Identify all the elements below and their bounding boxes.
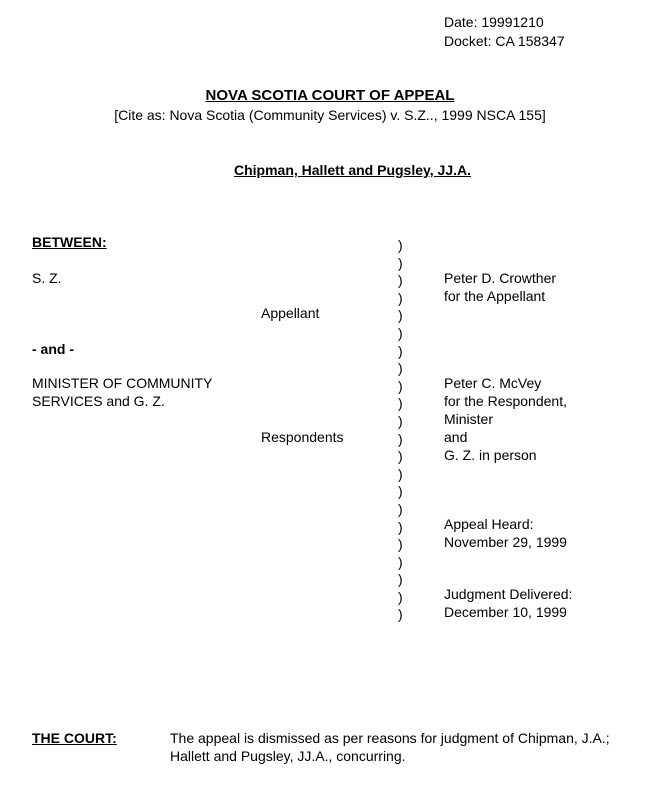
respondent-counsel-and: and bbox=[444, 429, 468, 445]
parenthesis: ) bbox=[398, 500, 403, 517]
parenthesis: ) bbox=[398, 377, 403, 394]
parenthesis-column bbox=[398, 237, 403, 624]
judges: Chipman, Hallett and Pugsley, JJ.A. bbox=[233, 162, 471, 178]
parenthesis: ) bbox=[398, 448, 403, 465]
respondent-line-2: SERVICES and G. Z. bbox=[32, 393, 165, 409]
parenthesis: ) bbox=[398, 606, 403, 623]
court-title: NOVA SCOTIA COURT OF APPEAL bbox=[205, 87, 455, 104]
parenthesis: ) bbox=[398, 307, 403, 324]
respondent-counsel: Peter C. McVey bbox=[444, 375, 542, 391]
parenthesis: ) bbox=[398, 536, 403, 553]
judgment-delivered-date: December 10, 1999 bbox=[444, 604, 567, 620]
parenthesis: ) bbox=[398, 518, 403, 535]
respondent-line-1: MINISTER OF COMMUNITY bbox=[32, 375, 213, 391]
parenthesis: ) bbox=[398, 254, 403, 271]
parenthesis: ) bbox=[398, 588, 403, 605]
parenthesis: ) bbox=[398, 412, 403, 429]
appellant-counsel: Peter D. Crowther bbox=[444, 270, 557, 286]
parenthesis: ) bbox=[398, 483, 403, 500]
between-label: BETWEEN: bbox=[32, 234, 107, 250]
parenthesis: ) bbox=[398, 324, 403, 341]
appellant-role: Appellant bbox=[261, 305, 320, 321]
appellant-counsel-for: for the Appellant bbox=[444, 288, 546, 304]
judgment-delivered-label: Judgment Delivered: bbox=[444, 586, 573, 602]
parenthesis: ) bbox=[398, 360, 403, 377]
respondent-counsel-minister: Minister bbox=[444, 411, 494, 427]
respondent-counsel-for: for the Respondent, bbox=[444, 393, 567, 409]
parenthesis: ) bbox=[398, 465, 403, 482]
respondent-self: G. Z. in person bbox=[444, 447, 537, 463]
date-line: Date: 19991210 bbox=[444, 14, 544, 30]
appellant-name: S. Z. bbox=[32, 270, 62, 286]
the-court-label: THE COURT: bbox=[32, 730, 117, 746]
and-label: - and - bbox=[32, 341, 74, 357]
parenthesis: ) bbox=[398, 430, 403, 447]
appeal-heard-label: Appeal Heard: bbox=[444, 516, 534, 532]
parenthesis: ) bbox=[398, 272, 403, 289]
appeal-heard-date: November 29, 1999 bbox=[444, 534, 567, 550]
parenthesis: ) bbox=[398, 553, 403, 570]
citation: [Cite as: Nova Scotia (Community Services) v. S.Z.., 1999 NSCA 155] bbox=[114, 107, 546, 123]
parenthesis: ) bbox=[398, 571, 403, 588]
respondent-role: Respondents bbox=[261, 429, 344, 445]
parenthesis: ) bbox=[398, 395, 403, 412]
parenthesis: ) bbox=[398, 289, 403, 306]
parenthesis: ) bbox=[398, 237, 403, 253]
docket-line: Docket: CA 158347 bbox=[444, 33, 565, 49]
ruling-text: The appeal is dismissed as per reasons for judgment of Chipman, J.A.; Hallett and Pugsley, JJ.A., concurring. bbox=[170, 730, 610, 764]
parenthesis: ) bbox=[398, 342, 403, 359]
